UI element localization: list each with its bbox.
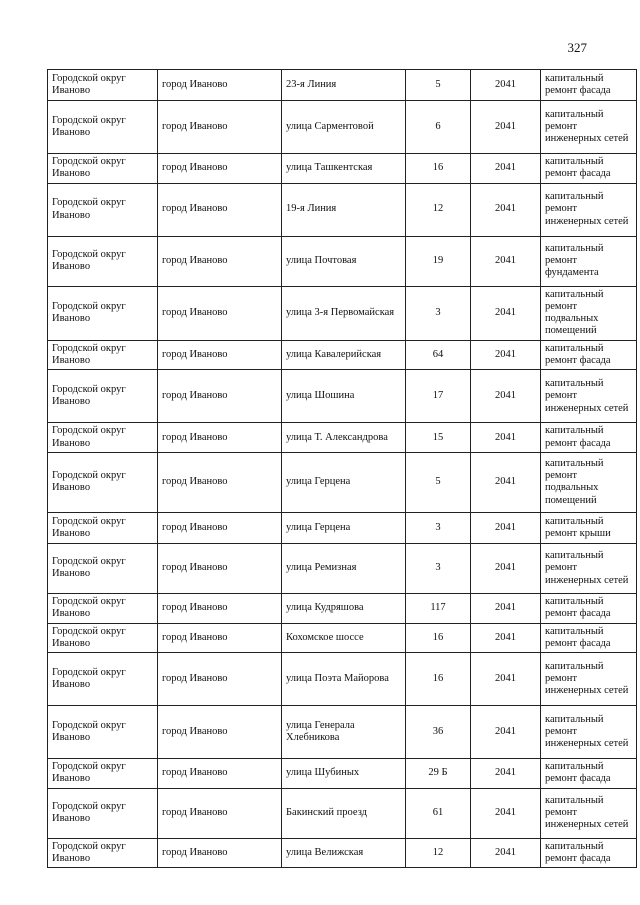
street-cell: улица 3-я Первомайская [282,286,406,340]
district-cell: Городской округ Иваново [48,236,158,286]
house-number-cell: 12 [406,838,471,868]
house-number-cell: 64 [406,340,471,370]
house-number-cell: 5 [406,70,471,101]
work-type-cell: капитальный ремонт инженерных сетей [541,788,637,838]
city-cell: город Иваново [158,623,282,653]
house-number-cell: 16 [406,154,471,184]
year-cell: 2041 [471,101,541,154]
house-number-cell: 3 [406,512,471,543]
year-cell: 2041 [471,706,541,759]
year-cell: 2041 [471,543,541,593]
street-cell: улица Ташкентская [282,154,406,184]
city-cell: город Иваново [158,512,282,543]
district-cell: Городской округ Иваново [48,838,158,868]
house-number-cell: 12 [406,183,471,236]
street-cell: улица Кавалерийская [282,340,406,370]
city-cell: город Иваново [158,653,282,706]
table-row [48,543,637,593]
work-type-cell: капитальный ремонт фасада [541,838,637,868]
district-cell: Городской округ Иваново [48,759,158,789]
street-cell: улица Т. Александрова [282,423,406,453]
year-cell: 2041 [471,759,541,789]
city-cell: город Иваново [158,286,282,340]
table-row [48,452,637,512]
year-cell: 2041 [471,623,541,653]
street-cell: улица Поэта Майорова [282,653,406,706]
work-type-cell: капитальный ремонт фасада [541,154,637,184]
table-body [48,70,637,868]
work-type-cell: капитальный ремонт инженерных сетей [541,370,637,423]
city-cell: город Иваново [158,101,282,154]
house-number-cell: 29 Б [406,759,471,789]
work-type-cell: капитальный ремонт фундамента [541,236,637,286]
street-cell: Кохомское шоссе [282,623,406,653]
work-type-cell: капитальный ремонт фасада [541,593,637,623]
district-cell: Городской округ Иваново [48,370,158,423]
city-cell: город Иваново [158,340,282,370]
district-cell: Городской округ Иваново [48,340,158,370]
street-cell: улица Сарментовой [282,101,406,154]
house-number-cell: 17 [406,370,471,423]
table-row [48,183,637,236]
table-row [48,70,637,101]
district-cell: Городской округ Иваново [48,286,158,340]
house-number-cell: 36 [406,706,471,759]
street-cell: улица Шубиных [282,759,406,789]
district-cell: Городской округ Иваново [48,593,158,623]
street-cell: улица Кудряшова [282,593,406,623]
table-row [48,286,637,340]
street-cell: 19-я Линия [282,183,406,236]
district-cell: Городской округ Иваново [48,543,158,593]
district-cell: Городской округ Иваново [48,512,158,543]
table-row [48,101,637,154]
house-number-cell: 6 [406,101,471,154]
year-cell: 2041 [471,653,541,706]
work-type-cell: капитальный ремонт инженерных сетей [541,653,637,706]
district-cell: Городской округ Иваново [48,101,158,154]
district-cell: Городской округ Иваново [48,706,158,759]
city-cell: город Иваново [158,452,282,512]
work-type-cell: капитальный ремонт фасада [541,70,637,101]
table-row [48,340,637,370]
street-cell: улица Велижская [282,838,406,868]
district-cell: Городской округ Иваново [48,70,158,101]
year-cell: 2041 [471,370,541,423]
year-cell: 2041 [471,838,541,868]
street-cell: 23-я Линия [282,70,406,101]
year-cell: 2041 [471,154,541,184]
city-cell: город Иваново [158,543,282,593]
year-cell: 2041 [471,236,541,286]
table-row [48,370,637,423]
street-cell: улица Герцена [282,452,406,512]
house-number-cell: 16 [406,653,471,706]
year-cell: 2041 [471,452,541,512]
city-cell: город Иваново [158,788,282,838]
work-type-cell: капитальный ремонт инженерных сетей [541,183,637,236]
street-cell: улица Герцена [282,512,406,543]
table-row [48,706,637,759]
city-cell: город Иваново [158,154,282,184]
table-row [48,623,637,653]
table-row [48,759,637,789]
work-type-cell: капитальный ремонт крыши [541,512,637,543]
street-cell: улица Ремизная [282,543,406,593]
district-cell: Городской округ Иваново [48,423,158,453]
street-cell: улица Шошина [282,370,406,423]
house-number-cell: 117 [406,593,471,623]
repair-schedule-table [47,69,637,868]
house-number-cell: 61 [406,788,471,838]
district-cell: Городской округ Иваново [48,623,158,653]
house-number-cell: 15 [406,423,471,453]
house-number-cell: 3 [406,543,471,593]
page-number: 327 [567,40,587,55]
table-row [48,653,637,706]
district-cell: Городской округ Иваново [48,653,158,706]
year-cell: 2041 [471,512,541,543]
table-row [48,838,637,868]
city-cell: город Иваново [158,593,282,623]
district-cell: Городской округ Иваново [48,183,158,236]
work-type-cell: капитальный ремонт инженерных сетей [541,543,637,593]
district-cell: Городской округ Иваново [48,788,158,838]
city-cell: город Иваново [158,70,282,101]
house-number-cell: 16 [406,623,471,653]
year-cell: 2041 [471,340,541,370]
work-type-cell: капитальный ремонт фасада [541,623,637,653]
year-cell: 2041 [471,593,541,623]
year-cell: 2041 [471,183,541,236]
house-number-cell: 3 [406,286,471,340]
district-cell: Городской округ Иваново [48,452,158,512]
work-type-cell: капитальный ремонт инженерных сетей [541,706,637,759]
work-type-cell: капитальный ремонт подвальных помещений [541,452,637,512]
year-cell: 2041 [471,423,541,453]
year-cell: 2041 [471,286,541,340]
table-row [48,593,637,623]
street-cell: улица Генерала Хлебникова [282,706,406,759]
table-row [48,423,637,453]
table-row [48,512,637,543]
city-cell: город Иваново [158,423,282,453]
work-type-cell: капитальный ремонт инженерных сетей [541,101,637,154]
work-type-cell: капитальный ремонт подвальных помещений [541,286,637,340]
table-row [48,236,637,286]
city-cell: город Иваново [158,759,282,789]
city-cell: город Иваново [158,183,282,236]
table-row [48,154,637,184]
city-cell: город Иваново [158,370,282,423]
work-type-cell: капитальный ремонт фасада [541,759,637,789]
work-type-cell: капитальный ремонт фасада [541,423,637,453]
table-row [48,788,637,838]
work-type-cell: капитальный ремонт фасада [541,340,637,370]
year-cell: 2041 [471,70,541,101]
year-cell: 2041 [471,788,541,838]
city-cell: город Иваново [158,706,282,759]
house-number-cell: 5 [406,452,471,512]
city-cell: город Иваново [158,236,282,286]
district-cell: Городской округ Иваново [48,154,158,184]
street-cell: Бакинский проезд [282,788,406,838]
city-cell: город Иваново [158,838,282,868]
house-number-cell: 19 [406,236,471,286]
street-cell: улица Почтовая [282,236,406,286]
